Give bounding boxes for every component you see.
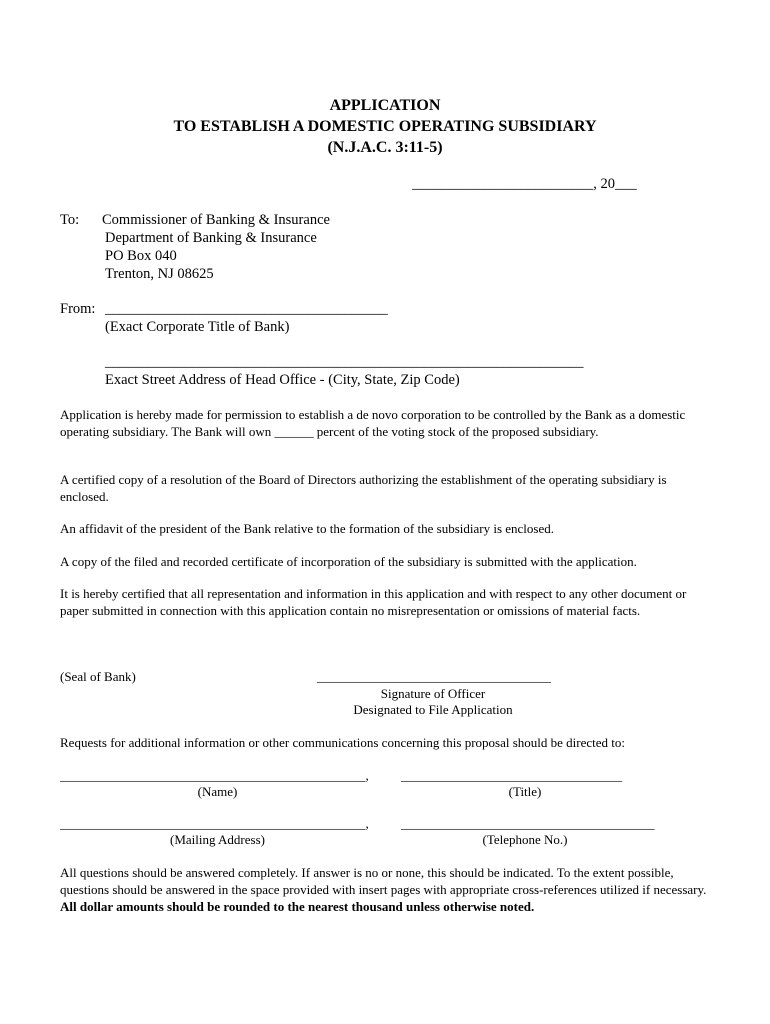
head-office-caption: Exact Street Address of Head Office - (City, State, Zip Code)	[105, 372, 460, 388]
signature-caption-2: Designated to File Application	[353, 702, 513, 717]
address-blank: _______________________________________________,	[60, 816, 369, 831]
date-line: _________________________, 20___	[412, 176, 637, 192]
title-caption: (Title)	[508, 784, 542, 799]
title-line-2: TO ESTABLISH A DOMESTIC OPERATING SUBSIDIARY	[173, 118, 597, 135]
requests-text: Requests for additional information or other communications concerning this proposal should be directed to:	[60, 735, 626, 750]
paragraph-certification: It is hereby certified that all representation and information in this application and with respect to any other document or paper submitted in connection with this application contain no misrepresentation or omissions of material facts.	[60, 586, 687, 618]
address-caption: (Mailing Address)	[170, 832, 265, 847]
to-address-line-3: PO Box 040	[105, 248, 177, 264]
seal-of-bank: (Seal of Bank)	[60, 669, 136, 684]
instructions-paragraph	[60, 864, 710, 915]
paragraph-certificate: A copy of the filed and recorded certificate of incorporation of the subsidiary is submitted with the application.	[60, 554, 637, 569]
paragraph-resolution: A certified copy of a resolution of the Board of Directors authorizing the establishment of the operating subsidiary is enclosed.	[60, 472, 667, 504]
title-blank: __________________________________	[401, 768, 622, 783]
paragraph-application: Application is hereby made for permission to establish a de novo corporation to be controlled by the Bank as a domestic operating subsidiary. The Bank will own ______ percent of the voting stock of the proposed subsidiary.	[60, 407, 686, 439]
signature-blank: ____________________________________	[317, 669, 551, 684]
from-label: From:	[60, 301, 96, 317]
title-line-1: APPLICATION	[329, 97, 441, 114]
bank-title-caption: (Exact Corporate Title of Bank)	[105, 319, 290, 335]
to-address-line-1: Commissioner of Banking & Insurance	[102, 212, 330, 228]
telephone-caption: (Telephone No.)	[482, 832, 568, 847]
telephone-blank: _______________________________________	[401, 816, 655, 831]
title-line-3: (N.J.A.C. 3:11-5)	[327, 139, 443, 156]
signature-caption-1: Signature of Officer	[380, 686, 486, 701]
to-address-line-2: Department of Banking & Insurance	[105, 230, 317, 246]
bank-title-blank: _______________________________________	[105, 301, 388, 317]
name-caption: (Name)	[197, 784, 238, 799]
instructions-bold-text: All dollar amounts should be rounded to the nearest thousand unless otherwise noted.	[60, 899, 535, 914]
to-label: To:	[60, 212, 80, 228]
to-address-line-4: Trenton, NJ 08625	[105, 266, 214, 282]
instructions-text: All questions should be answered completely. If answer is no or none, this should be indicated. To the extent possible, questions should be answered in the space provided with insert pages with appropriate cross-references utilized if necessary.	[60, 865, 707, 897]
name-blank: _______________________________________________,	[60, 768, 369, 783]
paragraph-affidavit: An affidavit of the president of the Bank relative to the formation of the subsidiary is enclosed.	[60, 521, 554, 536]
head-office-blank: __________________________________________________________________	[105, 354, 584, 370]
